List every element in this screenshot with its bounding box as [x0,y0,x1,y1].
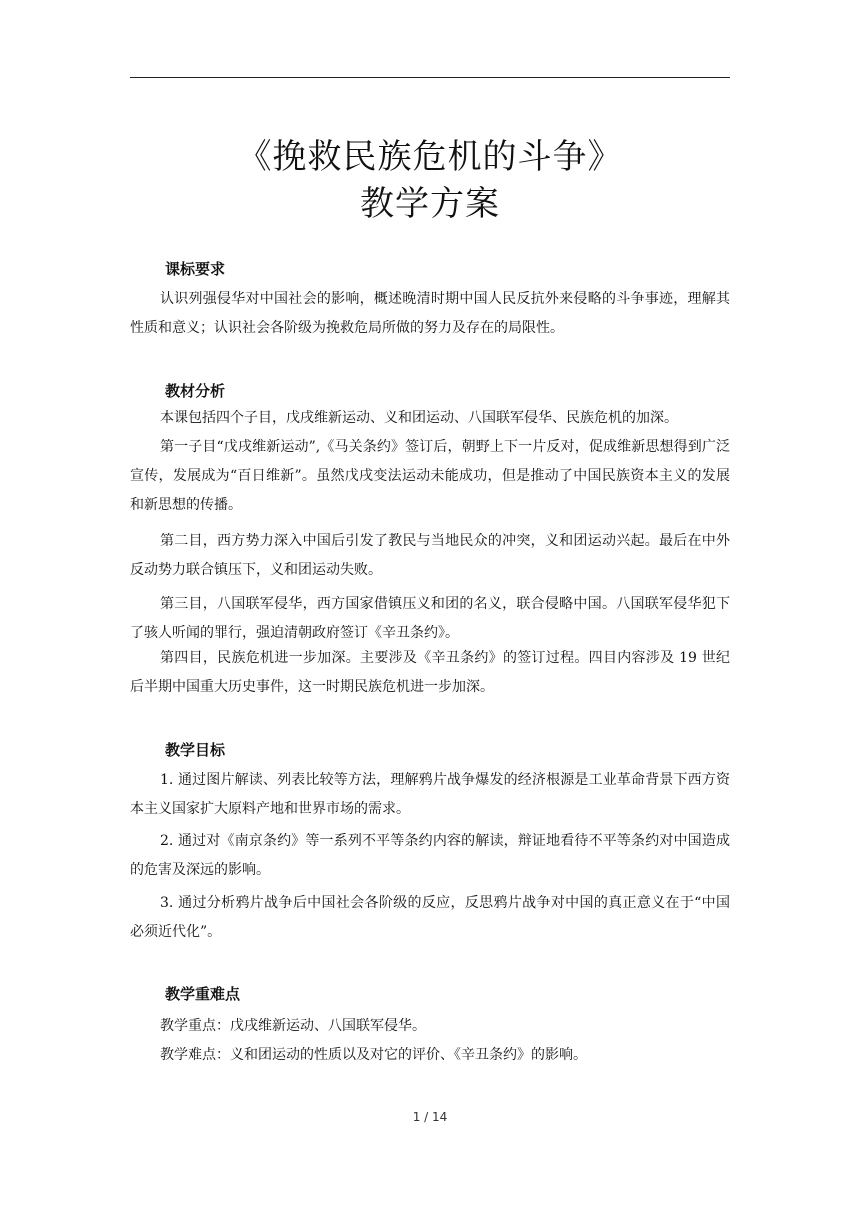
section-heading-textbook: 教材分析 [165,382,226,400]
paragraph: 认识列强侵华对中国社会的影响，概述晚清时期中国人民反抗外来侵略的斗争事迹，理解其性质和意义；认识社会各阶级为挽救危局所做的努力及存在的局限性。 [130,291,730,336]
section-heading-goals: 教学目标 [165,741,226,759]
page-number: 1 / 14 [412,1110,448,1124]
paragraph: 第二目，西方势力深入中国后引发了教民与当地民众的冲突，义和团运动兴起。最后在中外反动势力联合镇压下，义和团运动失败。 [130,533,730,578]
paragraph: 3. 通过分析鸦片战争后中国社会各阶级的反应，反思鸦片战争对中国的真正意义在于“中国必须近代化”。 [130,895,730,940]
paragraph: 第四目，民族危机进一步加深。主要涉及《辛丑条约》的签订过程。四目内容涉及 19 世纪后半期中国重大历史事件，这一时期民族危机进一步加深。 [130,650,730,695]
section-heading-key-points: 教学重难点 [165,985,241,1003]
paragraph: 1. 通过图片解读、列表比较等方法，理解鸦片战争爆发的经济根源是工业革命背景下西方资本主义国家扩大原料产地和世界市场的需求。 [130,772,730,817]
paragraph: 教学重点：戊戌维新运动、八国联军侵华。 [160,1018,426,1034]
paragraph: 2. 通过对《南京条约》等一系列不平等条约内容的解读，辩证地看待不平等条约对中国造成的危害及深远的影响。 [130,833,730,878]
paragraph: 第一子目“戊戌维新运动”,《马关条约》签订后，朝野上下一片反对，促成维新思想得到广泛宣传，发展成为“百日维新”。虽然戊戌变法运动未能成功，但是推动了中国民族资本主义的发展和新思想的传播。 [130,439,730,513]
paragraph: 第三目，八国联军侵华，西方国家借镇压义和团的名义，联合侵略中国。八国联军侵华犯下了骇人听闻的罪行，强迫清朝政府签订《辛丑条约》。 [130,596,730,641]
document-subtitle: 教学方案 [360,184,500,224]
paragraph: 教学难点：义和团运动的性质以及对它的评价、《辛丑条约》的影响。 [160,1047,587,1063]
document-title: 《挽救民族危机的斗争》 [237,137,623,177]
header-rule [130,77,730,78]
paragraph: 本课包括四个子目，戊戌维新运动、义和团运动、八国联军侵华、民族危机的加深。 [160,410,678,426]
section-heading-curriculum: 课标要求 [165,260,226,278]
